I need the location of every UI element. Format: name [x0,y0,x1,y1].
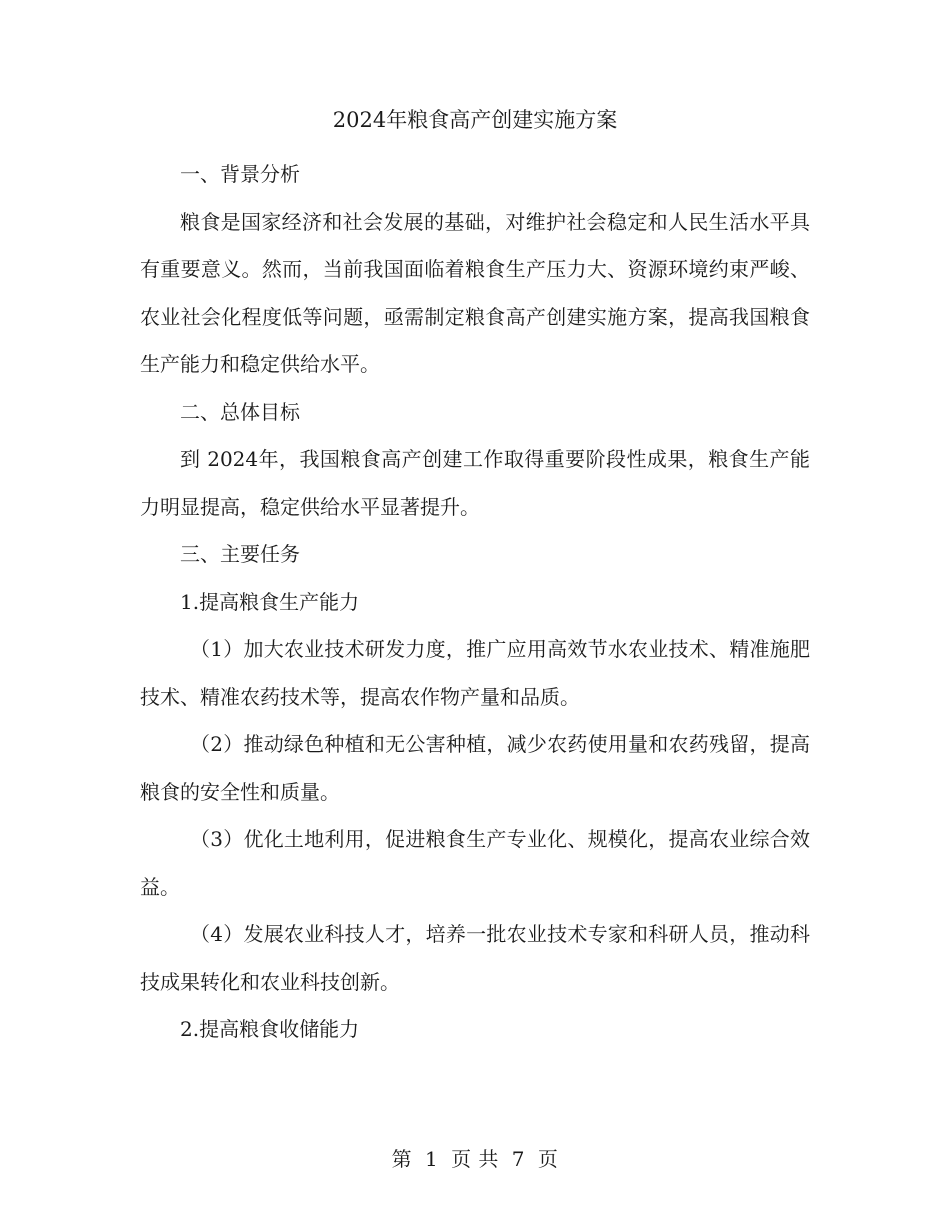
task-item-4: （4）发展农业科技人才，培养一批农业技术专家和科研人员，推动科技成果转化和农业科技创新。 [140,922,810,994]
section-3-heading: 三、主要任务 [180,542,300,566]
subsection-1-heading: 1.提高粮食生产能力 [180,589,360,614]
footer-total-pages: 7 [511,1147,526,1171]
section-2-paragraph: 到 2024年，我国粮食高产创建工作取得重要阶段性成果，粮食生产能力明显提高，稳定供给水平显著提升。 [140,447,810,519]
section-2-heading: 二、总体目标 [180,399,300,424]
section-1-heading: 一、背景分析 [180,162,300,186]
subsection-2-heading: 2.提高粮食收储能力 [180,1017,360,1041]
document-body [140,104,810,1054]
task-item-1: （1）加大农业技术研发力度，推广应用高效节水农业技术、精准施肥技术、精准农药技术等，提高农作物产量和品质。 [140,637,810,709]
section-1-paragraph: 粮食是国家经济和社会发展的基础，对维护社会稳定和人民生活水平具有重要意义。然而，当前我国面临着粮食生产压力大、资源环境约束严峻、农业社会化程度低等问题，亟需制定粮食高产创建实施方案，提高我国粮食生产能力和稳定供给水平。 [140,209,810,376]
page-footer [0,1144,950,1174]
task-item-2: （2）推动绿色种植和无公害种植，减少农药使用量和农药残留，提高粮食的安全性和质量。 [140,732,810,804]
document-title: 2024年粮食高产创建实施方案 [332,108,618,132]
footer-middle: 页 共 [451,1147,499,1171]
footer-prefix: 第 [391,1147,413,1171]
task-item-3: （3）优化土地利用，促进粮食生产专业化、规模化，提高农业综合效益。 [140,827,810,899]
footer-page-number: 1 [424,1147,439,1171]
footer-suffix: 页 [537,1147,559,1171]
